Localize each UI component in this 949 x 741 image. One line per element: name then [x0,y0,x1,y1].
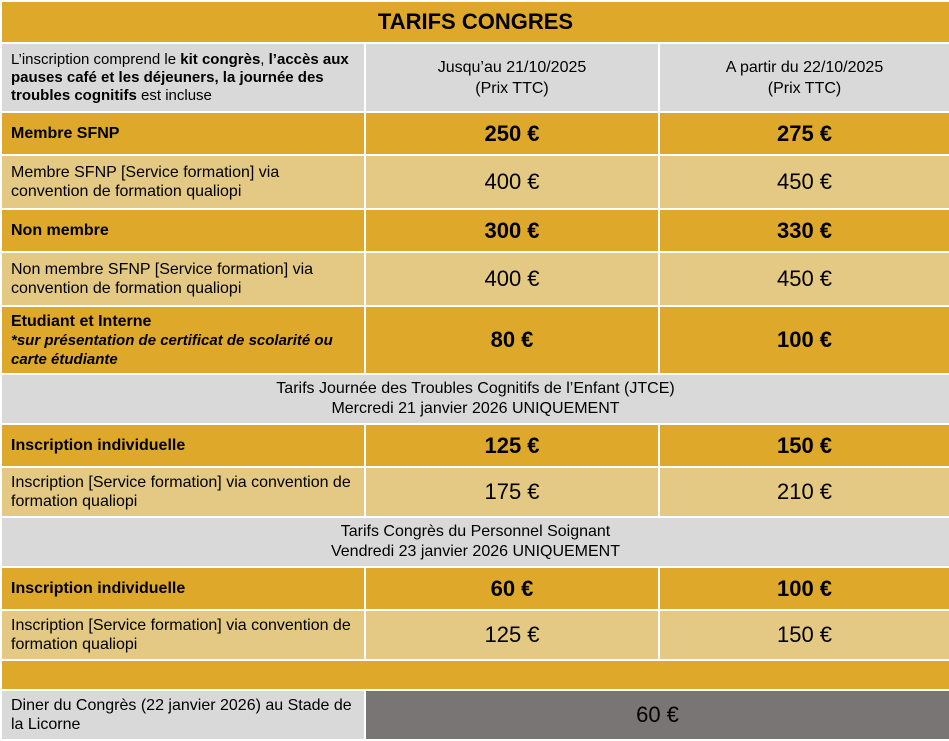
spacer-row [1,660,949,690]
intro-part-3: , [260,50,269,68]
col-header-late-date: A partir du 22/10/2025 [725,58,884,76]
spacer-band [1,660,949,690]
price-early: 250 € [365,112,659,155]
table-row [1,424,949,467]
jtce-line-2: Mercredi 21 janvier 2026 UNIQUEMENT [331,400,620,417]
section-title-soignant [1,517,949,567]
price-early: 400 € [365,155,659,209]
header-row [1,43,949,112]
price-early: 300 € [365,209,659,252]
diner-row [1,690,949,740]
row-label: Inscription individuelle [1,424,365,467]
intro-kit: kit congrès [180,50,261,68]
table-row [1,567,949,610]
col-header-early [365,43,659,112]
price-late: 275 € [659,112,949,155]
row-label: Inscription [Service formation] via convention de formation qualiopi [1,610,365,660]
section-title-jtce [1,374,949,424]
col-header-early-date: Jusqu’au 21/10/2025 [437,58,587,76]
intro-access: l’accès aux pauses café et les déjeuners, la journée des troubles cognitifs [11,50,349,104]
price-late: 450 € [659,155,949,209]
page-title: TARIFS CONGRES [1,1,949,43]
intro-part-1: L’inscription comprend le [11,50,181,68]
price-late: 450 € [659,252,949,306]
price-early: 80 € [365,306,659,374]
diner-label: Diner du Congrès (22 janvier 2026) au Stade de la Licorne [1,690,365,740]
title-row [1,1,949,43]
section-row-soignant [1,517,949,567]
col-header-late [659,43,949,112]
table-row [1,467,949,517]
col-header-late-sub: (Prix TTC) [767,79,842,97]
soignant-line-1: Tarifs Congrès du Personnel Soignant [340,523,611,540]
col-header-early-sub: (Prix TTC) [475,79,549,97]
row-label: Non membre [1,209,365,252]
row-label: Membre SFNP [Service formation] via convention de formation qualiopi [1,155,365,209]
price-late: 150 € [659,610,949,660]
price-late: 100 € [659,567,949,610]
price-early: 125 € [365,610,659,660]
intro-part-5: est incluse [136,86,212,104]
section-row-jtce [1,374,949,424]
student-label: Etudiant et Interne [11,312,152,330]
student-note: *sur présentation de certificat de scolarité ou carte étudiante [11,331,333,368]
row-label: Non membre SFNP [Service formation] via convention de formation qualiopi [1,252,365,306]
jtce-line-1: Tarifs Journée des Troubles Cognitifs de l’Enfant (JTCE) [276,380,675,397]
table-row [1,610,949,660]
row-label: Inscription individuelle [1,567,365,610]
row-label [1,306,365,374]
price-late: 100 € [659,306,949,374]
row-label: Membre SFNP [1,112,365,155]
soignant-line-2: Vendredi 23 janvier 2026 UNIQUEMENT [330,543,621,560]
price-early: 175 € [365,467,659,517]
row-label: Inscription [Service formation] via convention de formation qualiopi [1,467,365,517]
intro-text [1,43,365,112]
price-early: 60 € [365,567,659,610]
table-row [1,155,949,209]
table-row [1,112,949,155]
table-row [1,209,949,252]
diner-price: 60 € [365,690,949,740]
price-early: 400 € [365,252,659,306]
price-late: 150 € [659,424,949,467]
price-late: 330 € [659,209,949,252]
table-row [1,306,949,374]
price-late: 210 € [659,467,949,517]
price-early: 125 € [365,424,659,467]
table-row [1,252,949,306]
